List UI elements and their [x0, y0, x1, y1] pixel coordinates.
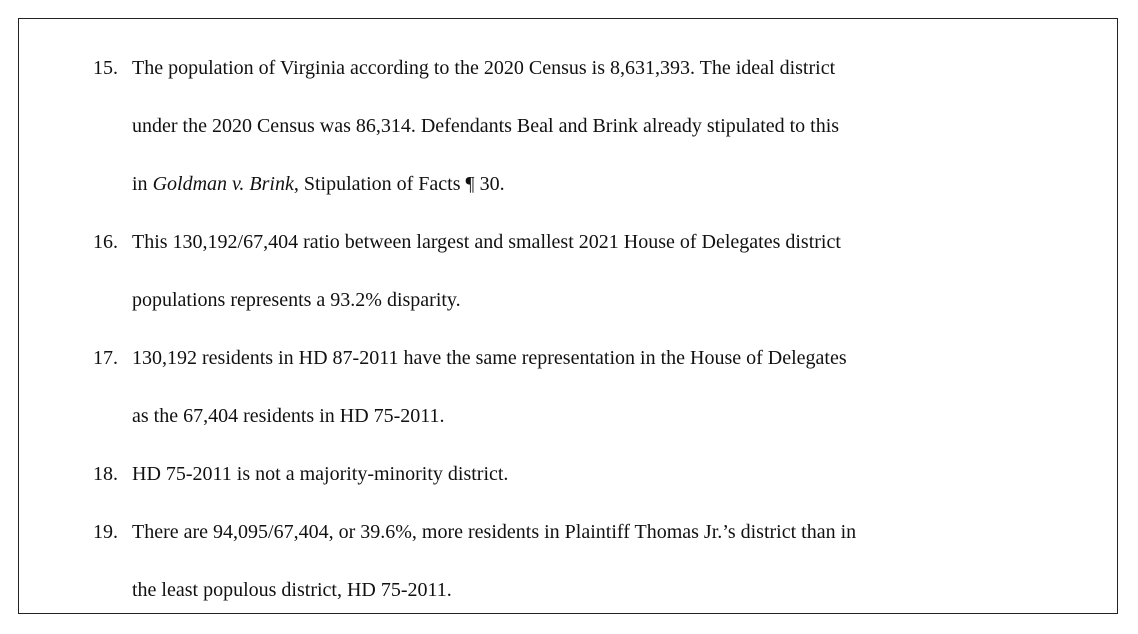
paragraph-number: 16. — [93, 231, 118, 253]
paragraph-line: 130,192 residents in HD 87-2011 have the same representation in the House of Delegates — [132, 347, 847, 369]
document-page — [18, 18, 1118, 614]
paragraph-line: populations represents a 93.2% disparity. — [132, 289, 461, 311]
paragraph-number: 19. — [93, 521, 118, 543]
paragraph-line: as the 67,404 residents in HD 75-2011. — [132, 405, 445, 427]
paragraph-line: This 130,192/67,404 ratio between largest and smallest 2021 House of Delegates district — [132, 231, 841, 253]
paragraph-line: under the 2020 Census was 86,314. Defendants Beal and Brink already stipulated to this — [132, 115, 840, 137]
case-name: Goldman v. Brink — [152, 173, 294, 195]
paragraph-line: HD 75-2011 is not a majority-minority district. — [132, 463, 509, 485]
paragraph-line: There are 94,095/67,404, or 39.6%, more residents in Plaintiff Thomas Jr.’s district than in — [132, 521, 857, 543]
line-prefix: in — [132, 173, 153, 195]
line-suffix: , Stipulation of Facts ¶ 30. — [293, 173, 505, 195]
paragraph-line — [132, 155, 505, 213]
paragraph-line: The population of Virginia according to the 2020 Census is 8,631,393. The ideal district — [132, 57, 836, 79]
paragraph-number: 18. — [93, 463, 118, 485]
paragraph-line: the least populous district, HD 75-2011. — [132, 579, 452, 601]
paragraph-number: 15. — [93, 57, 118, 79]
paragraph-number: 17. — [93, 347, 118, 369]
